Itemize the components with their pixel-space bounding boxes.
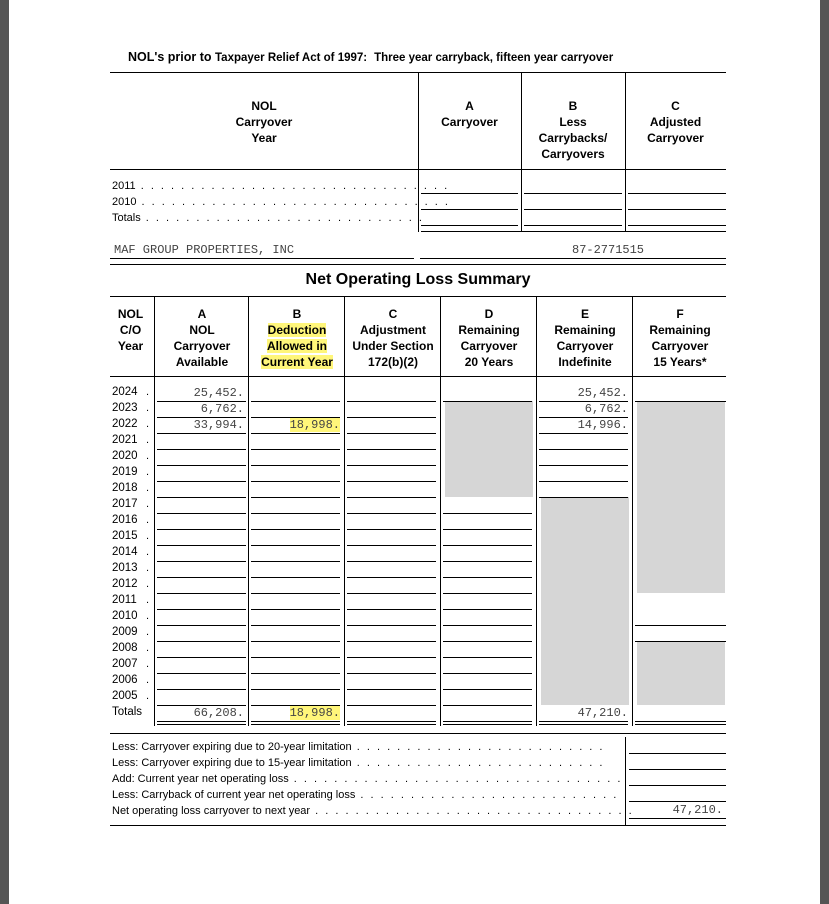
year-dot: . — [146, 466, 150, 478]
entry-rule — [347, 545, 436, 546]
entry-rule — [539, 481, 628, 482]
year-dot: . — [146, 514, 150, 526]
entry-rule — [157, 625, 246, 626]
total-rule — [347, 724, 436, 725]
entry-rule — [251, 529, 340, 530]
year-dot: . — [146, 642, 150, 654]
entry-rule — [157, 481, 246, 482]
year-dot: . — [146, 546, 150, 558]
entry-rule — [347, 705, 436, 706]
entry-rule — [635, 641, 726, 642]
entry-rule — [251, 593, 340, 594]
entry-rule — [347, 721, 436, 722]
entry-rule — [157, 433, 246, 434]
year-dot: . — [146, 594, 150, 606]
year-label: 2010 — [112, 610, 138, 622]
entry-rule — [443, 657, 532, 658]
year-label: Totals — [112, 706, 143, 718]
total-rule — [539, 724, 628, 725]
year-label: 2021 — [112, 434, 138, 446]
entry-rule — [251, 481, 340, 482]
year-label: 2022 — [112, 418, 138, 430]
a-2023: 6,762. — [200, 402, 244, 416]
final-carryover-value: 47,210. — [672, 803, 723, 817]
s1-row-2011: 2011 . . . . . . . . . . . . . . . . . . . . . . . . . . . . . . . — [112, 180, 450, 192]
entry-rule — [347, 673, 436, 674]
year-label: 2016 — [112, 514, 138, 526]
entry-rule — [347, 401, 436, 402]
entry-rule — [539, 497, 628, 498]
entry-rule — [347, 481, 436, 482]
year-dot: . — [146, 402, 150, 414]
entry-rule — [347, 689, 436, 690]
entry-rule — [443, 593, 532, 594]
sum-header-year: NOL C/O Year — [117, 307, 144, 353]
entry-rule — [443, 577, 532, 578]
entry-rule — [635, 721, 726, 722]
entry-rule — [347, 449, 436, 450]
s1-row-2010: 2010 . . . . . . . . . . . . . . . . . . . . . . . . . . . . . . . — [112, 196, 450, 208]
entry-rule — [443, 721, 532, 722]
year-dot: . — [146, 434, 150, 446]
entry-rule — [443, 641, 532, 642]
entry-rule — [347, 561, 436, 562]
year-label: 2020 — [112, 450, 138, 462]
entry-rule — [443, 513, 532, 514]
entry-rule — [539, 449, 628, 450]
entry-rule — [251, 545, 340, 546]
year-dot: . — [146, 690, 150, 702]
entry-rule — [251, 609, 340, 610]
year-dot: . — [146, 674, 150, 686]
year-dot: . — [146, 562, 150, 574]
footer-line-3: Add: Current year net operating loss . . . . . . . . . . . . . . . . . . . . . . . . . . . . . . . . . — [112, 773, 623, 785]
entry-rule — [347, 529, 436, 530]
entry-rule — [251, 577, 340, 578]
taxpayer-name: MAF GROUP PROPERTIES, INC — [114, 243, 295, 257]
entry-rule — [443, 529, 532, 530]
entry-rule — [347, 625, 436, 626]
sum-header-d: D Remaining Carryover 20 Years — [458, 307, 520, 369]
entry-rule — [251, 673, 340, 674]
e-total: 47,210. — [577, 706, 628, 720]
entry-rule — [347, 513, 436, 514]
entry-rule — [443, 545, 532, 546]
sum-header-e: E Remaining Carryover Indefinite — [554, 307, 616, 369]
entry-rule — [157, 561, 246, 562]
taxpayer-ein: 87-2771515 — [572, 243, 645, 257]
viewer-frame-left — [0, 0, 9, 904]
year-label: 2006 — [112, 674, 138, 686]
entry-rule — [157, 689, 246, 690]
year-label: 2014 — [112, 546, 138, 558]
a-2022: 33,994. — [193, 418, 244, 432]
entry-rule — [251, 689, 340, 690]
footer-line-2: Less: Carryover expiring due to 15-year limitation . . . . . . . . . . . . . . . . . . . . . . . . . — [112, 757, 605, 769]
sum-header-c: C Adjustment Under Section 172(b)(2) — [352, 307, 434, 369]
a-total: 66,208. — [193, 706, 244, 720]
total-rule — [635, 724, 726, 725]
entry-rule — [347, 577, 436, 578]
entry-rule — [347, 657, 436, 658]
entry-rule — [443, 401, 532, 402]
e-2024: 25,452. — [577, 386, 628, 400]
entry-rule — [347, 465, 436, 466]
entry-rule — [251, 641, 340, 642]
entry-rule — [539, 433, 628, 434]
entry-rule — [157, 657, 246, 658]
a-2024: 25,452. — [193, 386, 244, 400]
s1-header-c: C Adjusted Carryover — [647, 99, 704, 145]
shade-e — [541, 497, 629, 705]
s1-header-a: A Carryover — [441, 99, 498, 129]
e-2023: 6,762. — [584, 402, 628, 416]
entry-rule — [347, 497, 436, 498]
year-dot: . — [146, 610, 150, 622]
year-label: 2017 — [112, 498, 138, 510]
footer-line-1: Less: Carryover expiring due to 20-year limitation . . . . . . . . . . . . . . . . . . . . . . . . . — [112, 741, 605, 753]
entry-rule — [157, 673, 246, 674]
year-label: 2023 — [112, 402, 138, 414]
entry-rule — [157, 449, 246, 450]
entry-rule — [157, 609, 246, 610]
year-label: 2009 — [112, 626, 138, 638]
year-label: 2005 — [112, 690, 138, 702]
entry-rule — [443, 625, 532, 626]
entry-rule — [157, 641, 246, 642]
entry-rule — [539, 721, 628, 722]
sum-header-a: A NOL Carryover Available — [173, 307, 231, 369]
shade-d — [445, 401, 533, 497]
shade-f2 — [637, 641, 725, 705]
viewer-frame-right — [820, 0, 829, 904]
entry-rule — [251, 449, 340, 450]
b-total: 18,998. — [289, 706, 340, 720]
entry-rule — [251, 657, 340, 658]
year-label: 2008 — [112, 642, 138, 654]
year-label: 2011 — [112, 594, 137, 606]
total-rule — [157, 724, 246, 725]
total-rule — [443, 724, 532, 725]
footer-line-4: Less: Carryback of current year net operating loss . . . . . . . . . . . . . . . . . . . . . . . . . . — [112, 789, 619, 801]
entry-rule — [157, 529, 246, 530]
year-label: 2019 — [112, 466, 138, 478]
summary-title: Net Operating Loss Summary — [305, 271, 531, 288]
year-dot: . — [146, 418, 150, 430]
year-dot: . — [146, 658, 150, 670]
year-label: 2007 — [112, 658, 138, 670]
s1-row-totals: Totals . . . . . . . . . . . . . . . . . . . . . . . . . . . . — [112, 212, 424, 224]
entry-rule — [443, 673, 532, 674]
sum-header-b: B Deduction Allowed in Current Year — [261, 307, 333, 369]
section1-title: NOL's prior to Taxpayer Relief Act of 1997: Three year carryback, fifteen year carryover — [128, 50, 614, 64]
entry-rule — [539, 465, 628, 466]
entry-rule — [157, 513, 246, 514]
year-label: 2012 — [112, 578, 138, 590]
entry-rule — [347, 593, 436, 594]
shade-f1 — [637, 401, 725, 593]
footer-line-5: Net operating loss carryover to next year . . . . . . . . . . . . . . . . . . . . . . . . . . . . . . . . — [112, 805, 634, 817]
year-dot: . — [146, 498, 150, 510]
year-dot: . — [146, 482, 150, 494]
entry-rule — [347, 641, 436, 642]
year-label: 2024 — [112, 386, 138, 398]
year-label: 2018 — [112, 482, 138, 494]
total-rule — [251, 724, 340, 725]
entry-rule — [251, 465, 340, 466]
entry-rule — [157, 721, 246, 722]
entry-rule — [635, 625, 726, 626]
entry-rule — [157, 497, 246, 498]
entry-rule — [251, 721, 340, 722]
entry-rule — [251, 497, 340, 498]
entry-rule — [347, 609, 436, 610]
year-label: 2015 — [112, 530, 138, 542]
entry-rule — [251, 401, 340, 402]
entry-rule — [347, 417, 436, 418]
e-2022: 14,996. — [577, 418, 628, 432]
entry-rule — [251, 561, 340, 562]
entry-rule — [251, 513, 340, 514]
year-dot: . — [146, 386, 150, 398]
s1-header-b: B Less Carrybacks/ Carryovers — [538, 99, 608, 161]
entry-rule — [157, 593, 246, 594]
entry-rule — [157, 465, 246, 466]
entry-rule — [443, 561, 532, 562]
year-dot: . — [146, 626, 150, 638]
entry-rule — [443, 609, 532, 610]
year-dot: . — [146, 578, 150, 590]
year-label: 2013 — [112, 562, 138, 574]
entry-rule — [635, 401, 726, 402]
year-dot: . — [146, 530, 150, 542]
entry-rule — [157, 545, 246, 546]
entry-rule — [443, 689, 532, 690]
entry-rule — [251, 433, 340, 434]
year-dot: . — [146, 450, 150, 462]
sum-header-f: F Remaining Carryover 15 Years* — [649, 307, 711, 369]
entry-rule — [443, 705, 532, 706]
entry-rule — [251, 625, 340, 626]
entry-rule — [157, 577, 246, 578]
s1-header-nol-year: NOL Carryover Year — [235, 99, 293, 145]
b-2022: 18,998. — [289, 418, 340, 432]
entry-rule — [347, 433, 436, 434]
